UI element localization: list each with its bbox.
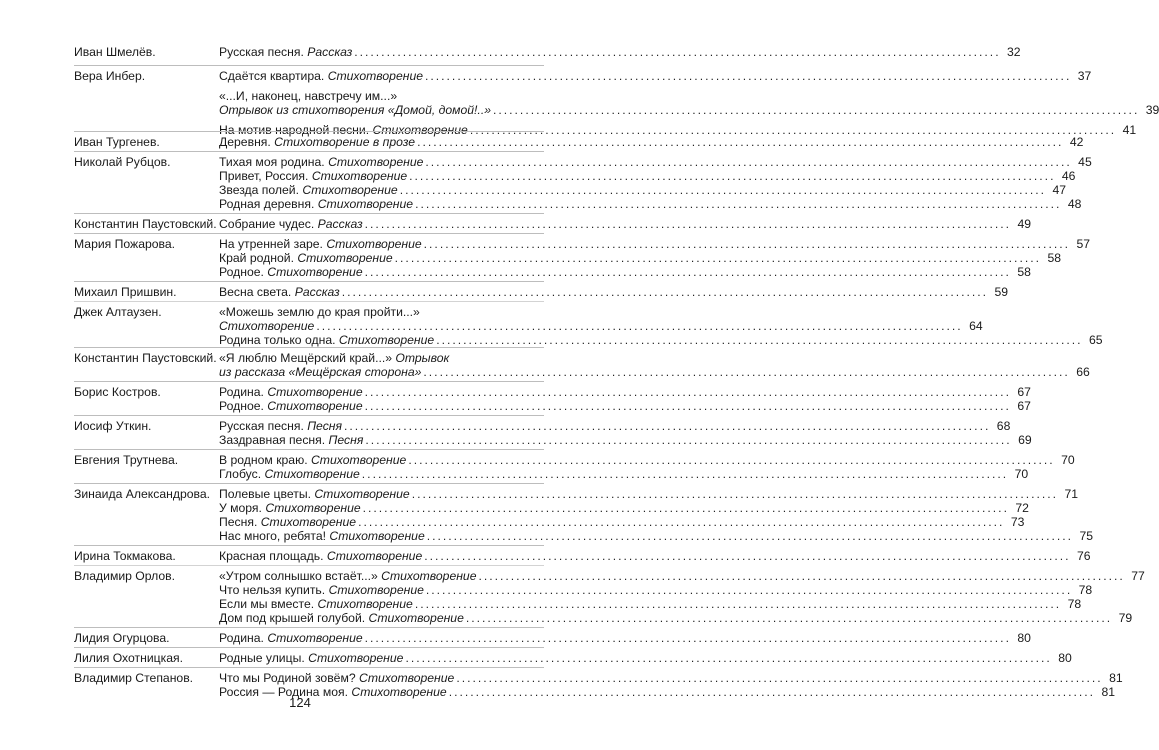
author-name: Иван Тургенев. <box>74 135 160 149</box>
work-genre: Стихотворение <box>381 569 477 583</box>
dot-leader: ........................................................................................................................ <box>426 529 1074 543</box>
page-ref: 59 <box>994 285 1009 299</box>
work-title: Дом под крышей голубой. <box>219 611 366 625</box>
work-line <box>219 515 1025 529</box>
dot-leader: ........................................................................................................................ <box>411 487 1059 501</box>
entry-separator <box>74 281 544 282</box>
work-genre: Стихотворение <box>219 319 315 333</box>
work-title: В родном краю. <box>219 453 308 467</box>
work-line <box>219 399 1031 413</box>
dot-leader: ........................................................................................................................ <box>364 217 1011 231</box>
work-line <box>219 45 1021 59</box>
author-name: Владимир Степанов. <box>74 671 194 685</box>
work-line <box>219 611 1133 625</box>
entry-separator <box>74 449 544 450</box>
work-line <box>219 135 1084 149</box>
page-ref: 79 <box>1118 611 1133 625</box>
dot-leader: ........................................................................................................................ <box>364 399 1011 413</box>
page-ref: 65 <box>1088 333 1103 347</box>
work-genre: Рассказ <box>307 45 353 59</box>
work-genre: Стихотворение <box>314 487 410 501</box>
page-ref: 48 <box>1067 197 1082 211</box>
page-ref: 73 <box>1010 515 1025 529</box>
page-ref: 42 <box>1069 135 1084 149</box>
work-line <box>219 305 544 319</box>
work-genre: Стихотворение <box>265 501 361 515</box>
work-line <box>219 69 1092 83</box>
work-genre: Стихотворение <box>329 529 425 543</box>
work-line <box>219 217 1031 231</box>
work-genre: Стихотворение <box>260 515 357 529</box>
work-line <box>219 501 1029 515</box>
work-genre: Стихотворение <box>317 597 413 611</box>
work-line <box>219 89 544 103</box>
page-ref: 49 <box>1017 217 1031 231</box>
page-ref: 45 <box>1078 155 1092 169</box>
entry-separator <box>74 233 544 234</box>
dot-leader: ........................................................................................................................ <box>344 419 991 433</box>
work-genre: Стихотворение <box>372 123 468 137</box>
dot-leader: ........................................................................................................................ <box>465 611 1113 625</box>
page-ref: 71 <box>1064 487 1079 501</box>
work-line <box>219 583 1093 597</box>
work-line <box>219 333 1103 347</box>
page-ref: 77 <box>1131 569 1145 583</box>
author-name: Евгения Трутнева. <box>74 453 179 467</box>
dot-leader: ........................................................................................................................ <box>364 385 1011 399</box>
work-line <box>219 197 1082 211</box>
author-name: Михаил Пришвин. <box>74 285 177 299</box>
author-name: Лидия Огурцова. <box>74 631 170 645</box>
page-ref: 78 <box>1067 597 1082 611</box>
dot-leader: ........................................................................................................................ <box>399 183 1047 197</box>
dot-leader: ........................................................................................................................ <box>425 69 1072 83</box>
entry-separator <box>74 381 544 382</box>
work-genre: Стихотворение <box>317 197 414 211</box>
work-genre: Стихотворение <box>326 549 423 563</box>
work-genre: Стихотворение <box>368 611 464 625</box>
work-genre: Отрывок из стихотворения «Домой, домой!..» <box>219 103 491 117</box>
work-genre: Стихотворение <box>338 333 435 347</box>
entry-separator <box>74 545 544 546</box>
work-line <box>219 419 1011 433</box>
author-name: Константин Паустовский. <box>74 217 217 231</box>
work-genre: Песня <box>307 419 343 433</box>
work-line <box>219 155 1092 169</box>
work-genre: Стихотворение <box>267 265 363 279</box>
work-line <box>219 169 1076 183</box>
dot-leader: ........................................................................................................................ <box>478 569 1125 583</box>
work-line <box>219 385 1031 399</box>
dot-leader: ........................................................................................................................ <box>316 319 963 333</box>
author-name: Мария Пожарова. <box>74 237 176 251</box>
page-ref: 67 <box>1017 399 1031 413</box>
dot-leader: ........................................................................................................................ <box>417 135 1064 149</box>
work-genre: Стихотворение <box>297 251 393 265</box>
author-name: Вера Инбер. <box>74 69 146 83</box>
work-line <box>219 103 1159 117</box>
dot-leader: ........................................................................................................................ <box>362 501 1009 515</box>
work-title: Заздравная песня. <box>219 433 326 447</box>
work-title: «Можешь землю до края пройти...» <box>219 305 420 319</box>
work-line <box>219 237 1090 251</box>
dot-leader: ........................................................................................................................ <box>493 103 1140 117</box>
dot-leader: ........................................................................................................................ <box>425 583 1073 597</box>
work-line <box>219 467 1029 481</box>
entry-separator <box>74 565 544 566</box>
work-line <box>219 365 1090 379</box>
dot-leader: ........................................................................................................................ <box>415 197 1062 211</box>
work-line <box>219 265 1031 279</box>
dot-leader: ........................................................................................................................ <box>409 169 1056 183</box>
dot-leader: ........................................................................................................................ <box>414 597 1062 611</box>
work-genre: Отрывок <box>395 351 450 365</box>
dot-leader: ........................................................................................................................ <box>358 515 1005 529</box>
work-line <box>219 433 1032 447</box>
dot-leader: ........................................................................................................................ <box>365 433 1012 447</box>
work-title: Глобус. <box>219 467 262 481</box>
page-ref: 80 <box>1058 651 1072 665</box>
work-line <box>219 351 544 365</box>
author-name: Зинаида Александрова. <box>74 487 211 501</box>
work-title: На мотив народной песни. <box>219 123 370 137</box>
work-genre: Стихотворение <box>311 453 407 467</box>
work-line <box>219 183 1067 197</box>
page-ref: 37 <box>1077 69 1092 83</box>
author-name: Константин Паустовский. <box>74 351 217 365</box>
author-name: Владимир Орлов. <box>74 569 176 583</box>
author-name: Джек Алтаузен. <box>74 305 162 319</box>
page-ref: 78 <box>1078 583 1093 597</box>
work-genre: Стихотворение <box>264 467 360 481</box>
work-title: Сдаётся квартира. <box>219 69 325 83</box>
page-ref: 64 <box>969 319 983 333</box>
work-title: Край родной. <box>219 251 294 265</box>
author-name: Борис Костров. <box>74 385 161 399</box>
work-line <box>219 453 1075 467</box>
work-title: Что нельзя купить. <box>219 583 326 597</box>
page-ref: 46 <box>1061 169 1076 183</box>
page-ref: 58 <box>1047 251 1061 265</box>
work-line <box>219 651 1072 665</box>
page-ref: 58 <box>1017 265 1031 279</box>
dot-leader: ........................................................................................................................ <box>469 123 1117 137</box>
work-title: Родное. <box>219 399 264 413</box>
page-ref: 70 <box>1014 467 1029 481</box>
page-ref: 66 <box>1076 365 1090 379</box>
work-line <box>219 549 1091 563</box>
author-name: Иван Шмелёв. <box>74 45 156 59</box>
author-name: Лилия Охотницкая. <box>74 651 183 665</box>
page-ref: 81 <box>1109 671 1123 685</box>
dot-leader: ........................................................................................................................ <box>405 651 1052 665</box>
work-title: Родина. <box>219 631 264 645</box>
work-line <box>219 671 1123 685</box>
work-title: Что мы Родиной зовём? <box>219 671 356 685</box>
work-genre: Стихотворение <box>308 651 404 665</box>
work-title: Песня. <box>219 515 258 529</box>
entry-separator <box>74 213 544 214</box>
page-ref: 57 <box>1076 237 1090 251</box>
entry-separator <box>74 667 544 668</box>
work-title: Родина только одна. <box>219 333 336 347</box>
entry-separator <box>74 347 544 348</box>
dot-leader: ........................................................................................................................ <box>436 333 1083 347</box>
work-genre: Стихотворение <box>359 671 455 685</box>
work-title: Родные улицы. <box>219 651 305 665</box>
page-ref: 80 <box>1017 631 1031 645</box>
work-genre: Песня <box>328 433 364 447</box>
work-genre: Стихотворение <box>267 631 363 645</box>
work-title: Родина. <box>219 385 264 399</box>
work-line <box>219 319 983 333</box>
dot-leader: ........................................................................................................................ <box>424 549 1071 563</box>
work-title: Русская песня. <box>219 45 304 59</box>
dot-leader: ........................................................................................................................ <box>423 365 1070 379</box>
work-title: Русская песня. <box>219 419 304 433</box>
page-ref: 76 <box>1077 549 1091 563</box>
work-genre: Стихотворение <box>326 237 422 251</box>
entry-separator <box>74 647 544 648</box>
work-title: «Я люблю Мещёрский край...» <box>219 351 392 365</box>
work-title: Полевые цветы. <box>219 487 311 501</box>
dot-leader: ........................................................................................................................ <box>364 265 1011 279</box>
dot-leader: ........................................................................................................................ <box>341 285 989 299</box>
dot-leader: ........................................................................................................................ <box>456 671 1103 685</box>
entry-separator <box>74 415 544 416</box>
author-name: Ирина Токмакова. <box>74 549 176 563</box>
work-title: Собрание чудес. <box>219 217 315 231</box>
work-line <box>219 569 1145 583</box>
author-name: Николай Рубцов. <box>74 155 171 169</box>
work-title: На утренней заре. <box>219 237 323 251</box>
entry-separator <box>74 627 544 628</box>
dot-leader: ........................................................................................................................ <box>408 453 1055 467</box>
work-line <box>219 529 1094 543</box>
work-title: Россия — Родина моя. <box>219 685 348 699</box>
work-genre: из рассказа «Мещёрская сторона» <box>219 365 422 379</box>
entry-separator <box>74 301 544 302</box>
dot-leader: ........................................................................................................................ <box>423 237 1070 251</box>
work-title: Тихая моя родина. <box>219 155 325 169</box>
work-line <box>219 285 1009 299</box>
work-title: Звезда полей. <box>219 183 299 197</box>
work-genre: Стихотворение <box>302 183 398 197</box>
page-ref: 41 <box>1122 123 1137 137</box>
work-title: Родное. <box>219 265 264 279</box>
page-ref: 70 <box>1061 453 1075 467</box>
entry-separator <box>74 151 544 152</box>
work-genre: Стихотворение <box>267 399 363 413</box>
work-title: Привет, Россия. <box>219 169 309 183</box>
work-genre: Стихотворение <box>327 69 423 83</box>
page-ref: 68 <box>996 419 1011 433</box>
work-genre: Стихотворение <box>328 155 424 169</box>
page-ref: 81 <box>1101 685 1116 699</box>
work-title: Красная площадь. <box>219 549 324 563</box>
work-title: «...И, наконец, навстречу им...» <box>219 89 398 103</box>
entry-separator <box>74 65 544 66</box>
work-genre: Стихотворение <box>311 169 408 183</box>
page-ref: 69 <box>1018 433 1032 447</box>
dot-leader: ........................................................................................................................ <box>364 631 1011 645</box>
work-title: «Утром солнышко встаёт...» <box>219 569 378 583</box>
work-title: Весна света. <box>219 285 292 299</box>
work-line <box>219 631 1031 645</box>
work-genre: Стихотворение <box>351 685 447 699</box>
work-title: Если мы вместе. <box>219 597 315 611</box>
entry-separator <box>74 131 544 132</box>
work-line <box>219 487 1079 501</box>
work-title: Деревня. <box>219 135 271 149</box>
entry-separator <box>74 483 544 484</box>
page-ref: 67 <box>1017 385 1031 399</box>
work-genre: Стихотворение <box>328 583 424 597</box>
dot-leader: ........................................................................................................................ <box>394 251 1041 265</box>
work-genre: Стихотворение в прозе <box>274 135 416 149</box>
page-ref: 32 <box>1007 45 1021 59</box>
author-name: Иосиф Уткин. <box>74 419 152 433</box>
page-ref: 75 <box>1079 529 1094 543</box>
work-title: У моря. <box>219 501 262 515</box>
dot-leader: ........................................................................................................................ <box>361 467 1009 481</box>
page-number: 124 <box>289 695 311 710</box>
page-ref: 39 <box>1145 103 1159 117</box>
work-title: Нас много, ребята! <box>219 529 327 543</box>
work-title: Родная деревня. <box>219 197 315 211</box>
work-genre: Рассказ <box>317 217 363 231</box>
work-genre: Стихотворение <box>267 385 363 399</box>
work-genre: Рассказ <box>294 285 340 299</box>
work-line <box>219 597 1082 611</box>
dot-leader: ........................................................................................................................ <box>425 155 1072 169</box>
page-ref: 47 <box>1052 183 1067 197</box>
page-ref: 72 <box>1015 501 1029 515</box>
dot-leader: ........................................................................................................................ <box>354 45 1001 59</box>
work-line <box>219 251 1061 265</box>
dot-leader: ........................................................................................................................ <box>448 685 1096 699</box>
